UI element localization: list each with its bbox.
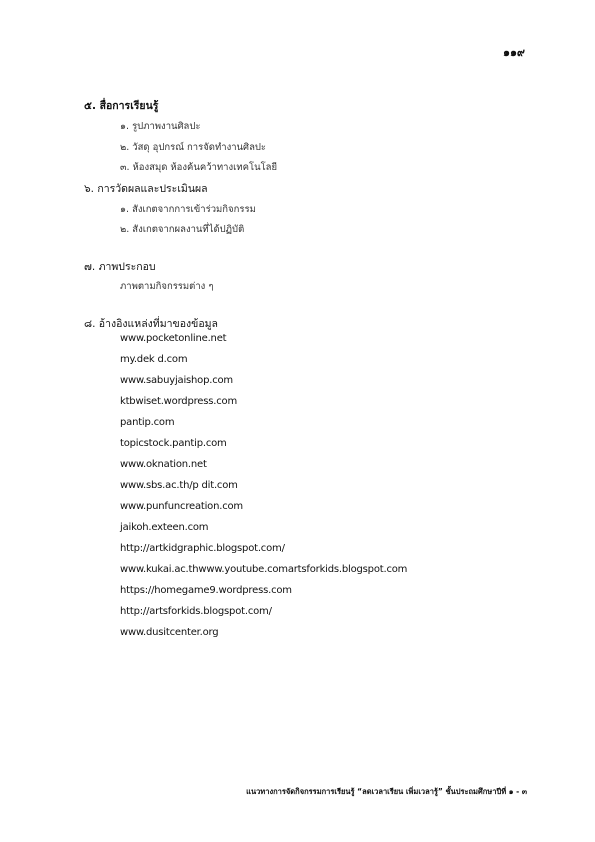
reference-link[interactable]: www.oknation.net	[120, 459, 207, 470]
page-footer: แนวทางการจัดกิจกรรมการเรียนรู้ “ลดเวลาเรียน เพิ่มเวลารู้” ชั้นประถมศึกษาปีที่ ๑ - ๓	[246, 787, 527, 796]
reference-link[interactable]: topicstock.pantip.com	[120, 438, 227, 449]
section-6-item: ๑. สังเกตจากการเข้าร่วมกิจกรรม	[120, 204, 256, 215]
reference-link[interactable]: www.punfuncreation.com	[120, 501, 243, 512]
section-5-item: ๒. วัสดุ อุปกรณ์ การจัดทำงานศิลปะ	[120, 142, 267, 153]
reference-link[interactable]: www.kukai.ac.thwww.youtube.comartsforkids.blogspot.com	[120, 564, 408, 575]
reference-link[interactable]: http://artkidgraphic.blogspot.com/	[120, 543, 285, 554]
reference-link[interactable]: my.dek d.com	[120, 354, 188, 365]
section-8-title: ๘. อ้างอิงแหล่งที่มาของข้อมูล	[84, 318, 218, 330]
section-5-item: ๓. ห้องสมุด ห้องค้นคว้าทางเทคโนโลยี	[120, 162, 278, 173]
reference-link[interactable]: www.sabuyjaishop.com	[120, 375, 233, 386]
section-6-title: ๖. การวัดผลและประเมินผล	[84, 183, 208, 195]
reference-link[interactable]: www.sbs.ac.th/p dit.com	[120, 480, 238, 491]
reference-link[interactable]: http://artsforkids.blogspot.com/	[120, 606, 272, 617]
reference-link[interactable]: ktbwiset.wordpress.com	[120, 396, 238, 407]
reference-link[interactable]: www.pocketonline.net	[120, 333, 227, 344]
section-6-item: ๒. สังเกตจากผลงานที่ได้ปฏิบัติ	[120, 224, 245, 235]
reference-link[interactable]: pantip.com	[120, 417, 175, 428]
reference-link[interactable]: www.dusitcenter.org	[120, 627, 219, 638]
section-7-text: ภาพตามกิจกรรมต่าง ๆ	[120, 281, 214, 292]
reference-link[interactable]: https://homegame9.wordpress.com	[120, 585, 292, 596]
reference-link[interactable]: jaikoh.exteen.com	[120, 522, 209, 533]
section-5-item: ๑. รูปภาพงานศิลปะ	[120, 121, 201, 132]
page-number: ๑๑๙	[502, 46, 525, 59]
section-5-title: ๕. สื่อการเรียนรู้	[84, 100, 159, 112]
section-7-title: ๗. ภาพประกอบ	[84, 261, 156, 273]
